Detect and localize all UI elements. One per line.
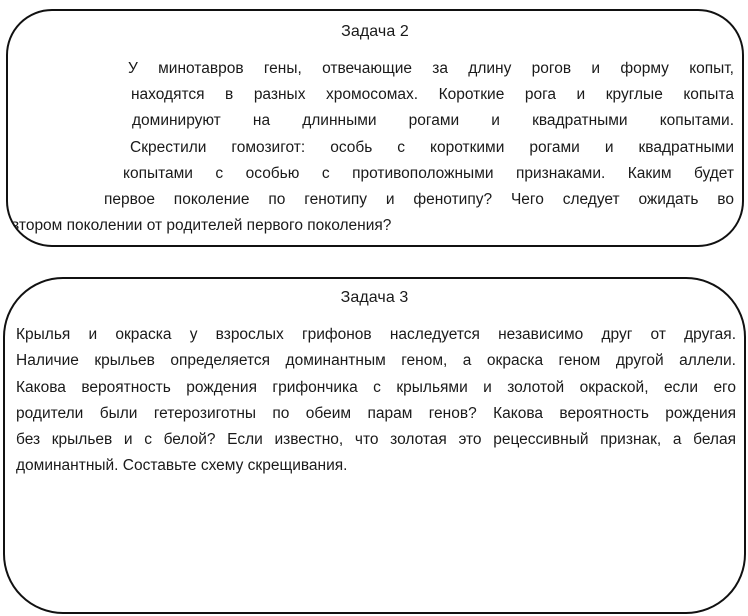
task-2-line-6: первое поколение по генотипу и фенотипу? Чего следует ожидать во	[104, 191, 734, 209]
task-2-line-1: У минотавров гены, отвечающие за длину рогов и форму копыт,	[128, 60, 734, 77]
task-3-line-5: без крыльев и с белой? Если известно, что золотая это рецессивный признак, а белая	[16, 431, 736, 449]
task-2-title: Задача 2	[341, 23, 409, 40]
task-3-text	[16, 322, 736, 480]
task-2-line-4: Скрестили гомозигот: особь с короткими рогами и квадратными	[130, 138, 734, 156]
task-3-line-1: Крылья и окраска у взрослых грифонов наследуется независимо друг от другая.	[16, 326, 736, 343]
task-2-line-2: находятся в разных хромосомах. Короткие рога и круглые копыта	[131, 86, 734, 104]
task-2-card	[6, 9, 744, 247]
task-3-line-6: доминантный. Составьте схему скрещивания.	[16, 457, 348, 475]
task-2-line-3: доминируют на длинными рогами и квадратными копытами.	[132, 112, 734, 130]
task-3-line-3: Какова вероятность рождения грифончика с крыльями и золотой окраской, если его	[16, 378, 736, 396]
task-3-title: Задача 3	[340, 289, 409, 306]
task-2-line-7: втором поколении от родителей первого поколения?	[11, 217, 392, 235]
task-2-text	[8, 56, 734, 239]
task-3-line-2: Наличие крыльев определяется доминантным геном, а окраска геном другой аллели.	[16, 352, 736, 370]
task-3-card	[3, 277, 746, 614]
task-2-line-5: копытами с особью с противоположными признаками. Каким будет	[123, 164, 734, 182]
task-3-line-4: родители были гетерозиготны по обеим парам генов? Какова вероятность рождения	[16, 404, 736, 422]
